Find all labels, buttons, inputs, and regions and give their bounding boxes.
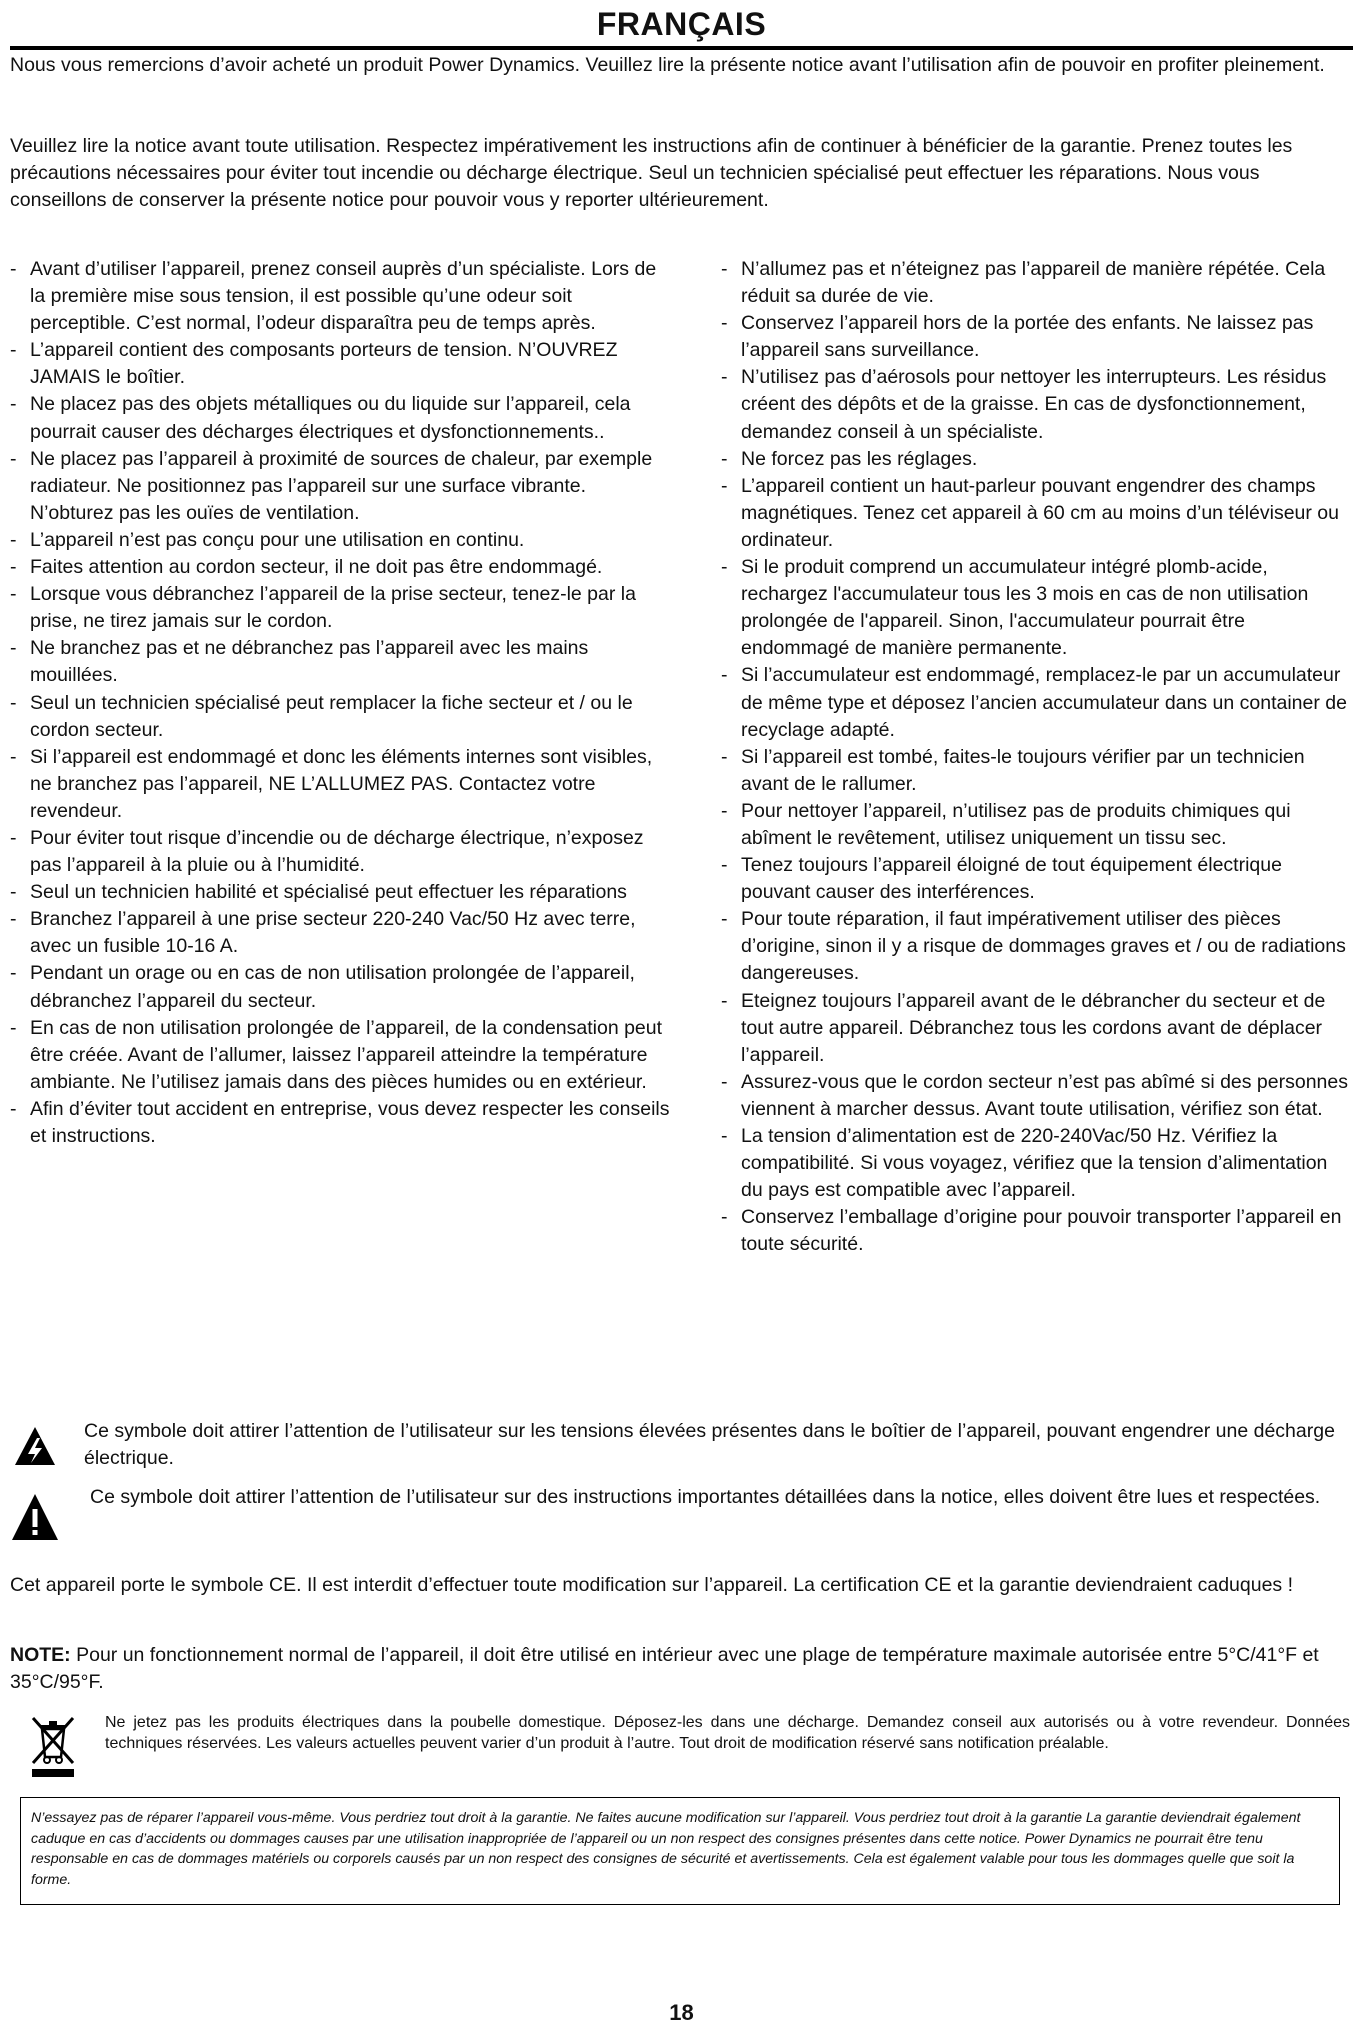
right-list-item: - Eteignez toujours l’appareil avant de le débrancher du secteur et de tout autre appareil. Débranchez tous les cordons avant de déplacer l’appareil. (721, 988, 1351, 1069)
attention-symbol-text: Ce symbole doit attirer l’attention de l’utilisateur sur des instructions importantes détaillées dans la notice, elles doivent être lues et respectées. (90, 1486, 1321, 1508)
right-column (721, 256, 1351, 1258)
left-list-item: - Pendant un orage ou en cas de non utilisation prolongée de l’appareil, débranchez l’appareil du secteur. (10, 960, 670, 1014)
right-list-item: - La tension d’alimentation est de 220-240Vac/50 Hz. Vérifiez la compatibilité. Si vous voyagez, vérifiez que la tension d’alimentation du pays est compatible avec l’appareil. (721, 1123, 1351, 1204)
left-list-item: - L’appareil n’est pas conçu pour une utilisation en continu. (10, 527, 670, 554)
right-list-item: - Si l’appareil est tombé, faites-le toujours vérifier par un technicien avant de le rallumer. (721, 744, 1351, 798)
right-list-item: - Conservez l’emballage d’origine pour pouvoir transporter l’appareil en toute sécurité. (721, 1204, 1351, 1258)
right-list-item: - Assurez-vous que le cordon secteur n’est pas abîmé si des personnes viennent à marcher dessus. Avant toute utilisation, vérifiez son état. (721, 1069, 1351, 1123)
intro-paragraph-2: Veuillez lire la notice avant toute utilisation. Respectez impérativement les instructions afin de continuer à bénéficier de la garantie. Prenez toutes les précautions nécessaires pour éviter tout incendie ou décharge électrique. Seul un technicien spécialisé peut effectuer les réparations. Nous vous conseillons de conserver la présente notice pour pouvoir vous y reporter ultérieurement. (10, 135, 1293, 211)
left-list-item: - Seul un technicien habilité et spécialisé peut effectuer les réparations (10, 879, 670, 906)
disclaimer-text: N’essayez pas de réparer l’appareil vous-même. Vous perdriez tout droit à la garantie. Ne faites aucune modification sur l’appareil. Vous perdriez tout droit à la garantie La garantie deviendrait également caduque en cas d’accidents ou dommages causes par une utilisation inappropriée de l’appareil ou un non respect des consignes présentes dans cette notice. Power Dynamics ne pourrait être tenu responsable en cas de dommages matériels ou corporels causés par un non respect des consignes de sécurité et avertissements. Cela est également valable pour tous les dommages quelle que soit la forme. (31, 1810, 1301, 1888)
voltage-symbol-text: Ce symbole doit attirer l’attention de l’utilisateur sur les tensions élevées présentes dans le boîtier de l’appareil, pouvant engendrer une décharge électrique. (84, 1420, 1335, 1469)
left-list-item: - Ne placez pas des objets métalliques ou du liquide sur l’appareil, cela pourrait causer des décharges électriques et dysfonctionnements.. (10, 391, 670, 445)
exclamation-warning-icon (10, 1492, 60, 1542)
left-list-item: - Ne branchez pas et ne débranchez pas l’appareil avec les mains mouillées. (10, 635, 670, 689)
right-list-item: - Si l’accumulateur est endommagé, remplacez-le par un accumulateur de même type et déposez l’ancien accumulateur dans un container de recyclage adapté. (721, 662, 1351, 743)
disclaimer-box (20, 1797, 1340, 1905)
right-list-item: - Conservez l’appareil hors de la portée des enfants. Ne laissez pas l’appareil sans surveillance. (721, 310, 1351, 364)
left-list-item: - Ne placez pas l’appareil à proximité de sources de chaleur, par exemple radiateur. Ne positionnez pas l’appareil sur une surface vibrante. N’obturez pas les ouïes de ventilation. (10, 446, 670, 527)
high-voltage-warning-icon (13, 1424, 57, 1468)
left-list-item: - Pour éviter tout risque d’incendie ou de décharge électrique, n’exposez pas l’appareil à la pluie ou à l’humidité. (10, 825, 670, 879)
left-list-item: - En cas de non utilisation prolongée de l’appareil, de la condensation peut être créée. Avant de l’allumer, laissez l’appareil atteindre la température ambiante. Ne l’utilisez jamais dans des pièces humides ou en extérieur. (10, 1015, 670, 1096)
left-list-item: - Afin d’éviter tout accident en entreprise, vous devez respecter les conseils et instructions. (10, 1096, 670, 1150)
note-label: NOTE: (10, 1644, 71, 1666)
right-list-item: - Ne forcez pas les réglages. (721, 446, 1351, 473)
left-list-item: - Branchez l’appareil à une prise secteur 220-240 Vac/50 Hz avec terre, avec un fusible 10-16 A. (10, 906, 670, 960)
weee-text: Ne jetez pas les produits électriques dans la poubelle domestique. Déposez-les dans une décharge. Demandez conseil aux autorisés ou à votre revendeur. Données techniques réservées. Les valeurs actuelles peuvent varier d’un produit à l’autre. Tout droit de modification réservé sans notification préalable. (105, 1714, 1350, 1752)
note-paragraph (10, 1642, 1340, 1696)
right-list-item: - Si le produit comprend un accumulateur intégré plomb-acide, rechargez l'accumulateur tous les 3 mois en cas de non utilisation prolongée de l'appareil. Sinon, l'accumulateur pourrait être endommagé de manière permanente. (721, 554, 1351, 662)
right-list-item: - Tenez toujours l’appareil éloigné de tout équipement électrique pouvant causer des interférences. (721, 852, 1351, 906)
left-list-item: - Lorsque vous débranchez l’appareil de la prise secteur, tenez-le par la prise, ne tirez jamais sur le cordon. (10, 581, 670, 635)
ce-paragraph: Cet appareil porte le symbole CE. Il est interdit d’effectuer toute modification sur l’appareil. La certification CE et la garantie deviendraient caduques ! (10, 1574, 1294, 1596)
left-list-item: - Faites attention au cordon secteur, il ne doit pas être endommagé. (10, 554, 670, 581)
left-list (10, 256, 670, 1150)
page-number: 18 (669, 2000, 694, 2025)
note-text: Pour un fonctionnement normal de l’appareil, il doit être utilisé en intérieur avec une plage de température maximale autorisée entre 5°C/41°F et 35°C/95°F. (10, 1644, 1319, 1693)
right-list-item: - N’utilisez pas d’aérosols pour nettoyer les interrupteurs. Les résidus créent des dépôts et de la graisse. En cas de dysfonctionnement, demandez conseil à un spécialiste. (721, 364, 1351, 445)
left-list-item: - Seul un technicien spécialisé peut remplacer la fiche secteur et / ou le cordon secteur. (10, 690, 670, 744)
left-list-item: - Avant d’utiliser l’appareil, prenez conseil auprès d’un spécialiste. Lors de la première mise sous tension, il est possible qu’une odeur soit perceptible. C’est normal, l’odeur disparaîtra peu de temps après. (10, 256, 670, 337)
right-list-item: - N’allumez pas et n’éteignez pas l’appareil de manière répétée. Cela réduit sa durée de vie. (721, 256, 1351, 310)
title-rule (10, 46, 1353, 50)
right-list (721, 256, 1351, 1258)
intro-paragraph-1: Nous vous remercions d’avoir acheté un produit Power Dynamics. Veuillez lire la présente notice avant l’utilisation afin de pouvoir en profiter pleinement. (10, 54, 1325, 76)
crossed-bin-icon (28, 1713, 80, 1779)
right-list-item: - Pour toute réparation, il faut impérativement utiliser des pièces d’origine, sinon il y a risque de dommages graves et / ou de radiations dangereuses. (721, 906, 1351, 987)
left-column (10, 256, 670, 1150)
left-list-item: - L’appareil contient des composants porteurs de tension. N’OUVREZ JAMAIS le boîtier. (10, 337, 670, 391)
right-list-item: - L’appareil contient un haut-parleur pouvant engendrer des champs magnétiques. Tenez cet appareil à 60 cm au moins d’un téléviseur ou ordinateur. (721, 473, 1351, 554)
right-list-item: - Pour nettoyer l’appareil, n’utilisez pas de produits chimiques qui abîment le revêtement, utilisez uniquement un tissu sec. (721, 798, 1351, 852)
page-title: FRANÇAIS (596, 6, 767, 42)
left-list-item: - Si l’appareil est endommagé et donc les éléments internes sont visibles, ne branchez pas l’appareil, NE L’ALLUMEZ PAS. Contactez votre revendeur. (10, 744, 670, 825)
